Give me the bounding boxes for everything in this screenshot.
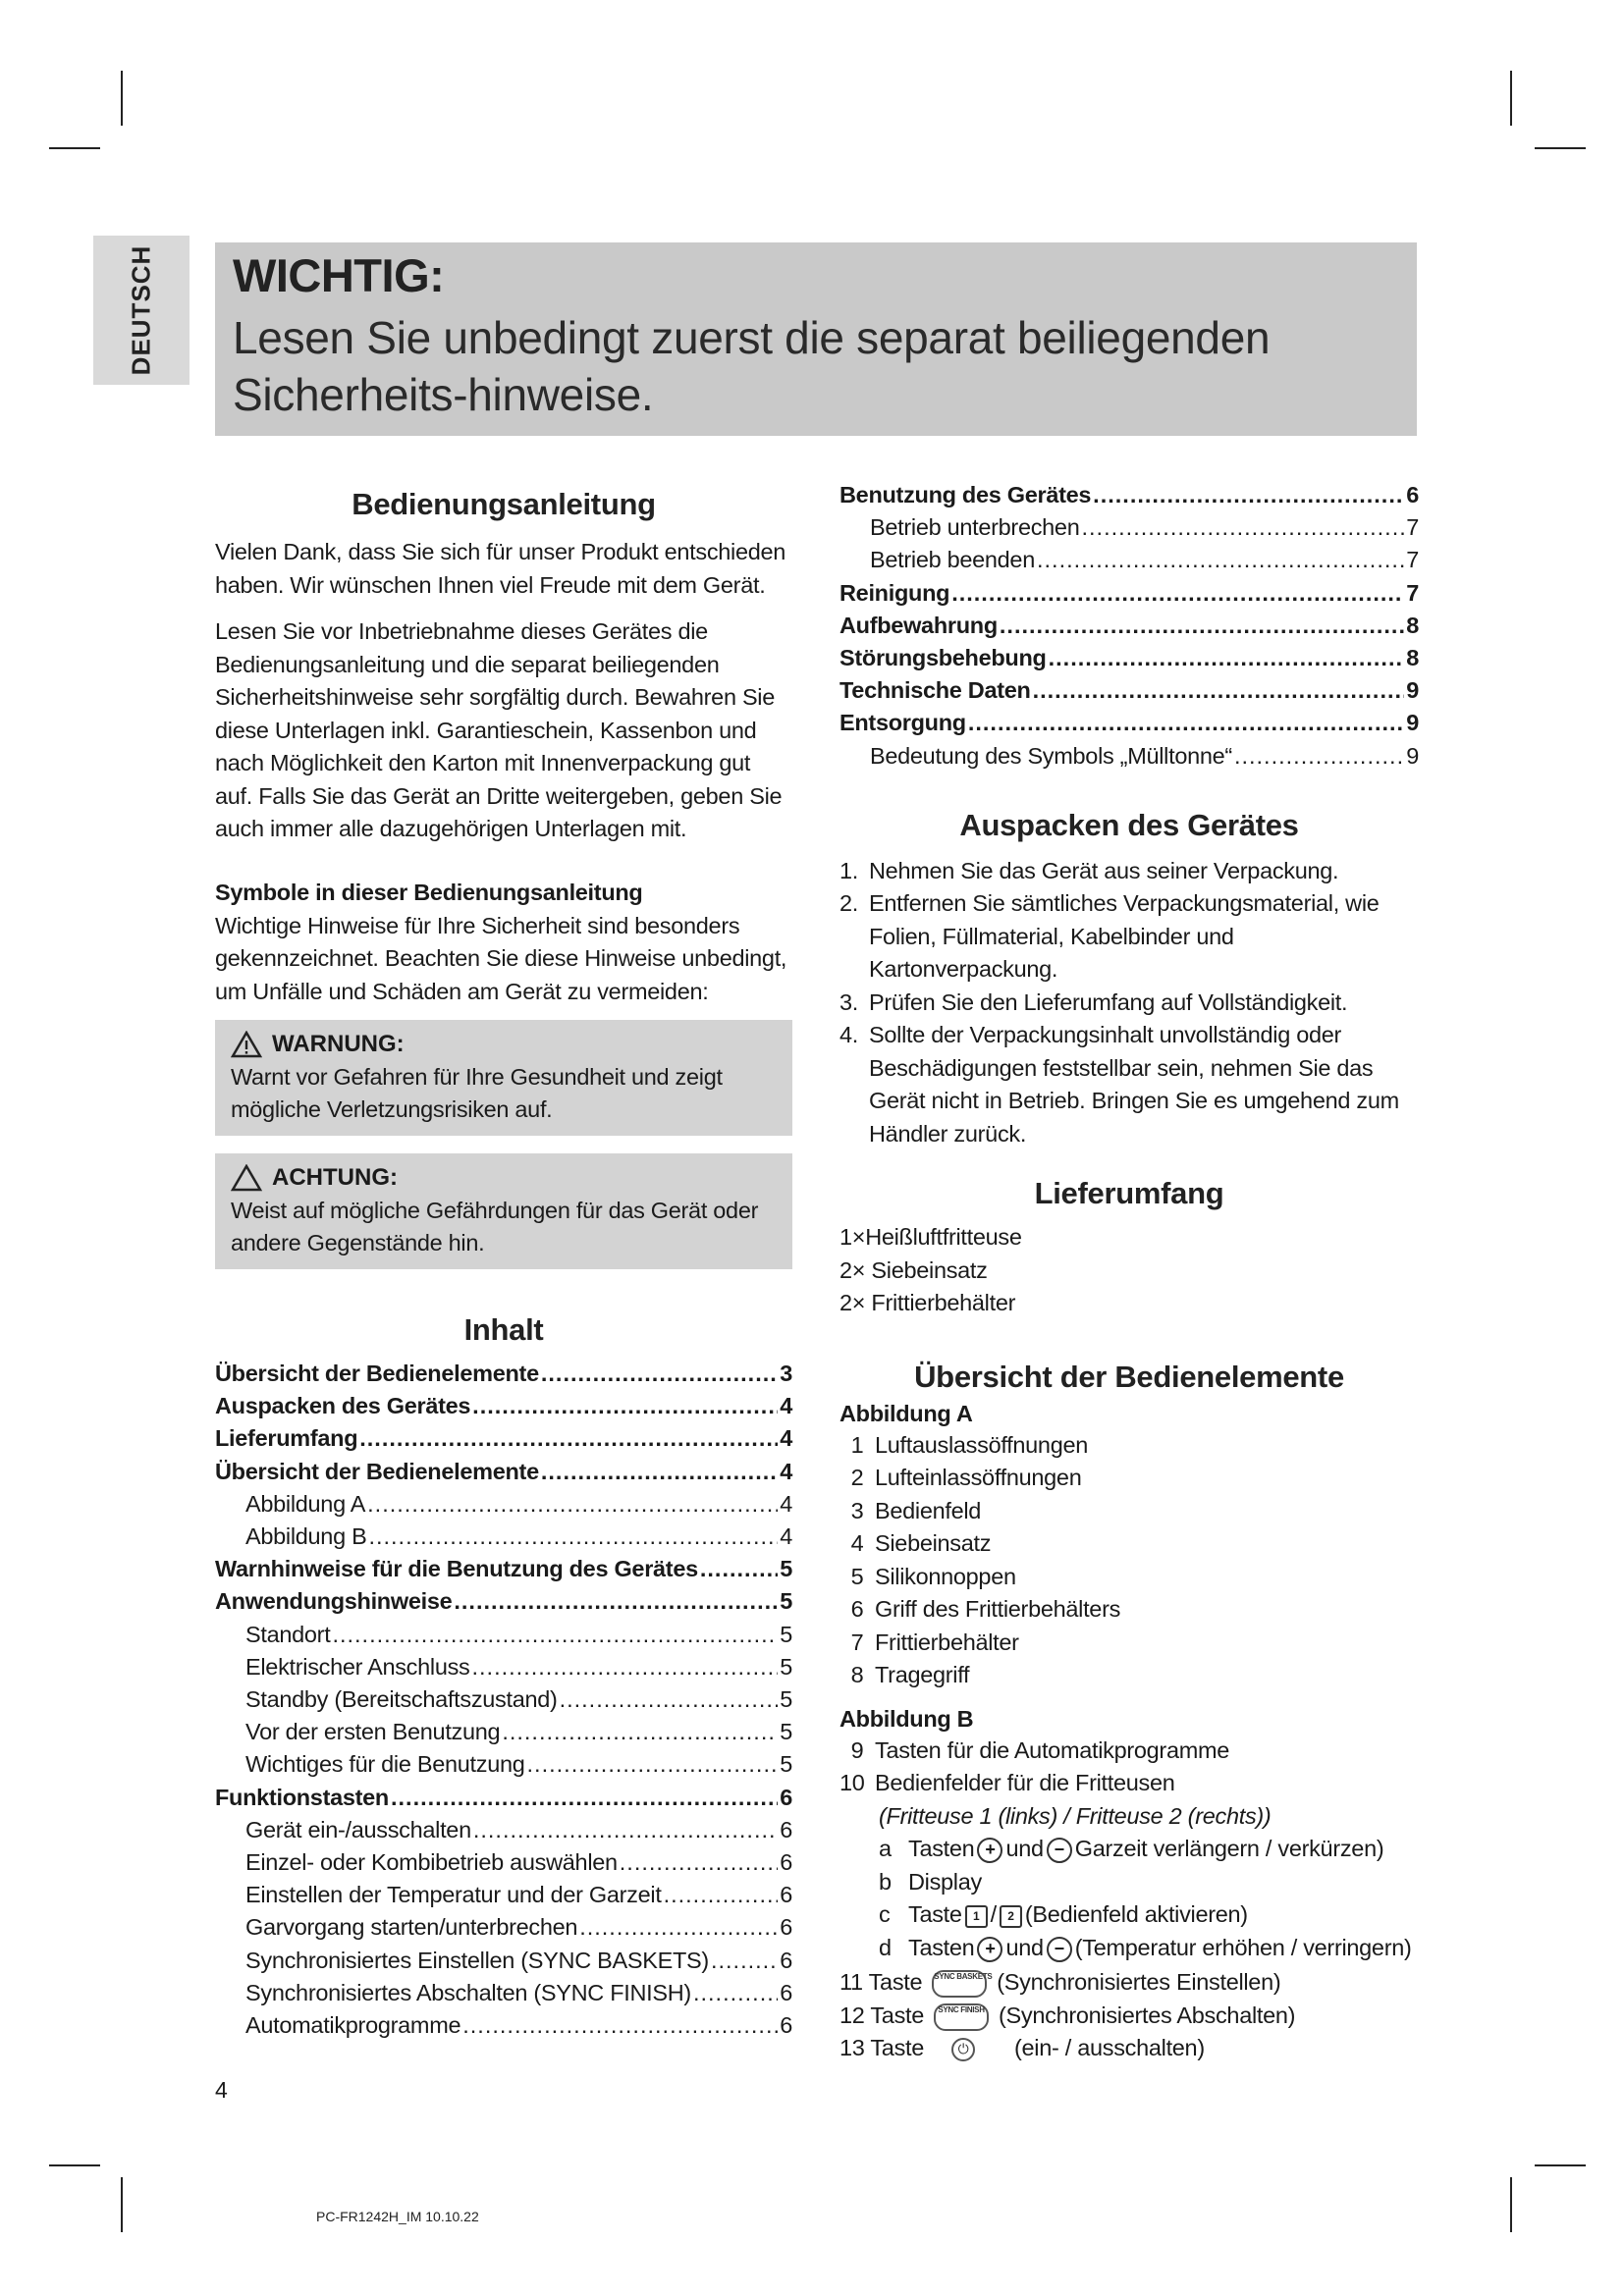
- banner-title: WICHTIG:: [233, 249, 445, 301]
- toc-page: 3: [780, 1361, 792, 1386]
- step-number: 1.: [839, 857, 858, 883]
- toc-entry: [215, 1748, 792, 1781]
- toc-page: 8: [1406, 645, 1419, 671]
- part-item: [839, 1429, 1419, 1463]
- toc-page: 6: [780, 1849, 792, 1876]
- sync-baskets-icon: SYNC BASKETS: [932, 1970, 987, 1998]
- page-number: 4: [215, 2077, 228, 2103]
- toc-leader: [693, 1977, 778, 2009]
- part-item: [839, 1659, 1419, 1692]
- toc-leader: [700, 1553, 778, 1585]
- symbols-text: Wichtige Hinweise für Ihre Sicherheit sind besonders gekennzeichnet. Beachten Sie diese Hinweise unbedingt, um Unfälle und Schäden am Gerät zu vermeiden:: [215, 912, 787, 1004]
- part-item: [839, 1593, 1419, 1627]
- toc-page: 5: [780, 1588, 792, 1615]
- toc-page: 8: [1406, 612, 1419, 638]
- caution-box: [215, 1153, 792, 1269]
- caution-triangle-icon: [231, 1164, 262, 1192]
- toc-page: 6: [780, 1816, 792, 1842]
- overview-heading: Übersicht der Bedienelemente: [914, 1359, 1344, 1394]
- panel-1-icon: 1: [965, 1905, 988, 1928]
- toc-leader: [1049, 642, 1405, 674]
- toc-page: 4: [780, 1425, 792, 1452]
- toc-leader: [620, 1846, 778, 1879]
- toc-entry: [215, 1716, 792, 1748]
- toc-leader: [579, 1911, 778, 1944]
- sub-item-a: a Tasten + und − Garzeit verlängern / verkürzen): [879, 1836, 1384, 1862]
- toc-leader: [560, 1683, 779, 1716]
- crop-mark: [1510, 2177, 1512, 2232]
- toc-page: 9: [1406, 710, 1419, 736]
- toc-entry: [839, 577, 1419, 610]
- toc-leader: [368, 1521, 778, 1553]
- toc-page: 7: [1406, 579, 1419, 606]
- toc-leader: [1037, 544, 1404, 576]
- toc-page: 5: [780, 1653, 792, 1680]
- unpacking-step: [839, 887, 1419, 987]
- toc-entry: [215, 2009, 792, 2042]
- toc-leader: [359, 1422, 778, 1455]
- part-item: 9 Tasten für die Automatikprogramme: [850, 1736, 1230, 1763]
- plus-icon: +: [977, 1838, 1002, 1863]
- toc-entry: [215, 1911, 792, 1944]
- toc-entry: [839, 511, 1419, 544]
- toc-title: Automatikprogramme: [245, 2012, 461, 2039]
- toc-entry: [215, 1683, 792, 1716]
- language-tab: [93, 236, 189, 385]
- plus-icon: +: [977, 1937, 1002, 1962]
- part-subtitle: (Fritteuse 1 (links) / Fritteuse 2 (rechts)): [879, 1802, 1272, 1829]
- toc-leader: [711, 1945, 778, 1977]
- toc-entry: [839, 707, 1419, 739]
- toc-leader: [473, 1814, 778, 1846]
- toc-entry: [215, 1422, 792, 1455]
- part-item-12: 12 Taste SYNC FINISH (Synchronisiertes Abschalten): [839, 2000, 1419, 2033]
- toc-leader: [502, 1716, 778, 1748]
- sub-item-b: b Display: [879, 1868, 982, 1895]
- part-number: 6: [850, 1596, 864, 1623]
- intro-paragraph-2: Lesen Sie vor Inbetriebnahme dieses Gerätes die Bedienungsanleitung und die separat beiliegenden Sicherheitshinweise sehr sorgfältig durch. Bewahren Sie diese Unterlagen inkl. Garantieschein, Kassenbon und nach Möglichkeit den Karton mit Innenverpackung gut auf. Falls Sie das Gerät an Dritte weitergeben, geben Sie auch immer alle dazugehörigen Unterlagen mit.: [215, 618, 783, 841]
- part-number: 4: [850, 1530, 864, 1557]
- toc-page: 5: [780, 1719, 792, 1745]
- toc-entry: [215, 1521, 792, 1553]
- part-number: 3: [850, 1497, 864, 1523]
- toc-leader: [951, 577, 1404, 610]
- toc-entry: [215, 1488, 792, 1521]
- intro-paragraph-1: Vielen Dank, dass Sie sich für unser Produkt entschieden haben. Wir wünschen Ihnen viel Freude mit dem Gerät.: [215, 539, 786, 598]
- sync-finish-icon: SYNC FINISH: [934, 2003, 989, 2031]
- language-label: DEUTSCH: [126, 244, 156, 376]
- step-text: Nehmen Sie das Gerät aus seiner Verpackung.: [869, 857, 1339, 883]
- toc-page: 7: [1406, 547, 1419, 573]
- toc-entry: [215, 1390, 792, 1422]
- crop-mark: [49, 2164, 100, 2166]
- delivery-item: 2× Siebeinsatz: [839, 1256, 988, 1283]
- toc-title: Garvorgang starten/unterbrechen: [245, 1914, 578, 1941]
- toc-title: Elektrischer Anschluss: [245, 1653, 470, 1680]
- toc-title: Betrieb beenden: [870, 547, 1035, 573]
- unpacking-step: [839, 987, 1419, 1020]
- toc-title: Reinigung: [839, 579, 950, 606]
- toc-title: Aufbewahrung: [839, 612, 998, 638]
- toc-title: Betrieb unterbrechen: [870, 514, 1080, 541]
- toc-leader: [391, 1782, 778, 1814]
- part-number: 5: [850, 1563, 864, 1589]
- part-item: [839, 1527, 1419, 1561]
- part-text: Luftauslassöffnungen: [875, 1431, 1088, 1458]
- toc-entry: [215, 1846, 792, 1879]
- part-item-11: 11 Taste SYNC BASKETS (Synchronisiertes Einstellen): [839, 1966, 1419, 2000]
- toc-leader: [1000, 610, 1404, 642]
- toc-title: Standort: [245, 1621, 331, 1647]
- power-icon: ⏻: [951, 2038, 975, 2061]
- toc-title: Gerät ein-/ausschalten: [245, 1816, 471, 1842]
- toc-entry: [215, 1945, 792, 1977]
- toc-title: Übersicht der Bedienelemente: [215, 1361, 539, 1386]
- toc-page: 6: [780, 1784, 792, 1810]
- toc-leader: [332, 1619, 778, 1651]
- toc-page: 4: [780, 1523, 792, 1550]
- part-text: Silikonnoppen: [875, 1563, 1016, 1589]
- panel-2-icon: 2: [1000, 1905, 1022, 1928]
- part-item: [839, 1561, 1419, 1594]
- caution-title: ACHTUNG:: [272, 1164, 398, 1191]
- toc-title: Abbildung B: [245, 1523, 367, 1550]
- toc-title: Auspacken des Gerätes: [215, 1393, 471, 1419]
- toc-title: Abbildung A: [245, 1490, 366, 1517]
- symbols-heading: Symbole in dieser Bedienungsanleitung: [215, 879, 643, 905]
- toc-leader: [367, 1488, 778, 1521]
- toc-entry: [215, 1651, 792, 1683]
- part-item-13: 13 Taste ⏻ (ein- / ausschalten): [839, 2035, 1205, 2061]
- intro-heading: Bedienungsanleitung: [352, 487, 656, 521]
- unpacking-heading: Auspacken des Gerätes: [959, 807, 1299, 842]
- toc-entry: [215, 1553, 792, 1585]
- toc-entry: [839, 479, 1419, 511]
- toc-page: 9: [1406, 677, 1419, 704]
- toc-entry: [839, 674, 1419, 707]
- step-number: 4.: [839, 1022, 858, 1048]
- toc-leader: [968, 707, 1404, 739]
- delivery-heading: Lieferumfang: [1034, 1176, 1224, 1211]
- toc-title: Lieferumfang: [215, 1425, 358, 1452]
- step-number: 3.: [839, 988, 858, 1015]
- toc-leader: [541, 1456, 778, 1488]
- toc-entry: [839, 740, 1419, 773]
- toc-leader: [664, 1879, 779, 1911]
- right-column: [839, 479, 1419, 2065]
- toc-title: Vor der ersten Benutzung: [245, 1719, 501, 1745]
- step-text: Entfernen Sie sämtliches Verpackungsmaterial, wie Folien, Füllmaterial, Kabelbinder und Kartonverpackung.: [869, 890, 1380, 983]
- toc-page: 4: [780, 1458, 792, 1484]
- toc-title: Technische Daten: [839, 677, 1031, 704]
- toc-page: 5: [780, 1751, 792, 1778]
- part-item: [839, 1627, 1419, 1660]
- toc-page: 4: [780, 1393, 792, 1419]
- toc-leader: [454, 1585, 778, 1618]
- toc-title: Bedeutung des Symbols „Mülltonne“: [870, 742, 1232, 769]
- toc-title: Warnhinweise für die Benutzung des Gerätes: [215, 1556, 698, 1582]
- toc-right: [839, 479, 1419, 773]
- part-item: 10 Bedienfelder für die Fritteusen: [839, 1770, 1175, 1796]
- toc-page: 6: [780, 1882, 792, 1908]
- toc-entry: [839, 544, 1419, 576]
- caution-text: Weist auf mögliche Gefährdungen für das Gerät oder andere Gegenstände hin.: [231, 1198, 759, 1255]
- figure-a-list: [839, 1429, 1419, 1692]
- minus-icon: −: [1047, 1937, 1072, 1962]
- warning-title: WARNUNG:: [272, 1031, 405, 1057]
- toc-leader: [462, 2009, 778, 2042]
- minus-icon: −: [1047, 1838, 1072, 1863]
- step-text: Prüfen Sie den Lieferumfang auf Vollständigkeit.: [869, 988, 1348, 1015]
- toc-title: Wichtiges für die Benutzung: [245, 1751, 525, 1778]
- footer-code: PC-FR1242H_IM 10.10.22: [316, 2209, 479, 2224]
- unpacking-step: [839, 1019, 1419, 1150]
- toc-page: 5: [780, 1556, 792, 1582]
- crop-mark: [121, 71, 123, 126]
- part-number: 8: [850, 1662, 864, 1688]
- toc-page: 6: [780, 1914, 792, 1941]
- toc-leader: [1033, 674, 1405, 707]
- part-text: Tragegriff: [875, 1662, 970, 1688]
- toc-page: 5: [780, 1621, 792, 1647]
- toc-leader: [1093, 479, 1404, 511]
- delivery-item: 1×Heißluftfritteuse: [839, 1224, 1022, 1251]
- toc-page: 6: [1406, 482, 1419, 507]
- toc-leader: [1081, 511, 1404, 544]
- part-text: Griff des Frittierbehälters: [875, 1596, 1121, 1623]
- step-text: Sollte der Verpackungsinhalt unvollständig oder Beschädigungen feststellbar sein, nehmen Sie das Gerät nicht in Betrieb. Bringen Sie es umgehend zum Händler zurück.: [869, 1022, 1399, 1147]
- left-column: [215, 479, 792, 2042]
- toc-title: Entsorgung: [839, 710, 966, 736]
- unpacking-list: [839, 855, 1419, 1151]
- toc-leader: [527, 1748, 779, 1781]
- toc-left: [215, 1358, 792, 2042]
- toc-title: Synchronisiertes Abschalten (SYNC FINISH): [245, 1979, 691, 2005]
- crop-mark: [121, 2177, 123, 2232]
- part-number: 1: [850, 1431, 864, 1458]
- toc-entry: [215, 1814, 792, 1846]
- toc-page: 7: [1406, 514, 1419, 541]
- sub-item-c: c Taste 1 / 2 (Bedienfeld aktivieren): [879, 1901, 1248, 1928]
- figure-a-title: Abbildung A: [839, 1400, 973, 1426]
- unpacking-step: [839, 855, 1419, 888]
- step-number: 2.: [839, 890, 858, 917]
- toc-title: Störungsbehebung: [839, 645, 1047, 671]
- toc-title: Funktionstasten: [215, 1784, 389, 1810]
- toc-title: Übersicht der Bedienelemente: [215, 1458, 539, 1484]
- toc-page: 6: [780, 2012, 792, 2039]
- warning-box: [215, 1020, 792, 1136]
- part-number: 2: [850, 1465, 864, 1491]
- part-item: [839, 1495, 1419, 1528]
- part-text: Lufteinlassöffnungen: [875, 1465, 1082, 1491]
- figure-b-title: Abbildung B: [839, 1705, 974, 1732]
- delivery-list: [839, 1221, 1419, 1320]
- toc-page: 4: [780, 1490, 792, 1517]
- toc-entry: [215, 1456, 792, 1488]
- sub-item-d: d Tasten + und − (Temperatur erhöhen / verringern): [879, 1934, 1412, 1960]
- part-text: Frittierbehälter: [875, 1629, 1019, 1655]
- part-text: Siebeinsatz: [875, 1530, 992, 1557]
- contents-heading: Inhalt: [463, 1312, 544, 1347]
- toc-leader: [541, 1358, 778, 1390]
- part-number: 7: [850, 1629, 864, 1655]
- toc-leader: [472, 1651, 779, 1683]
- toc-title: Einstellen der Temperatur und der Garzeit: [245, 1882, 662, 1908]
- toc-entry: [215, 1619, 792, 1651]
- crop-mark: [1535, 2164, 1586, 2166]
- banner-text: Lesen Sie unbedingt zuerst die separat beiliegenden Sicherheits-hinweise.: [233, 312, 1271, 420]
- toc-page: 6: [780, 1979, 792, 2005]
- crop-mark: [49, 147, 100, 149]
- crop-mark: [1535, 147, 1586, 149]
- toc-entry: [839, 610, 1419, 642]
- toc-title: Einzel- oder Kombibetrieb auswählen: [245, 1849, 618, 1876]
- crop-mark: [1510, 71, 1512, 126]
- part-item: [839, 1462, 1419, 1495]
- toc-title: Standby (Bereitschaftszustand): [245, 1686, 558, 1713]
- delivery-item: 2× Frittierbehälter: [839, 1290, 1016, 1316]
- important-banner: [215, 242, 1417, 436]
- toc-page: 5: [780, 1686, 792, 1713]
- toc-entry: [215, 1585, 792, 1618]
- toc-page: 6: [780, 1947, 792, 1973]
- toc-leader: [1234, 740, 1404, 773]
- toc-entry: [839, 642, 1419, 674]
- toc-entry: [215, 1782, 792, 1814]
- toc-leader: [472, 1390, 778, 1422]
- toc-entry: [215, 1879, 792, 1911]
- toc-entry: [215, 1358, 792, 1390]
- warning-triangle-icon: [231, 1031, 262, 1058]
- warning-text: Warnt vor Gefahren für Ihre Gesundheit und zeigt mögliche Verletzungsrisiken auf.: [231, 1064, 723, 1122]
- toc-entry: [215, 1977, 792, 2009]
- toc-title: Anwendungshinweise: [215, 1588, 453, 1615]
- toc-title: Synchronisiertes Einstellen (SYNC BASKETS): [245, 1947, 709, 1973]
- toc-title: Benutzung des Gerätes: [839, 482, 1092, 507]
- toc-page: 9: [1406, 742, 1419, 769]
- part-text: Bedienfeld: [875, 1497, 982, 1523]
